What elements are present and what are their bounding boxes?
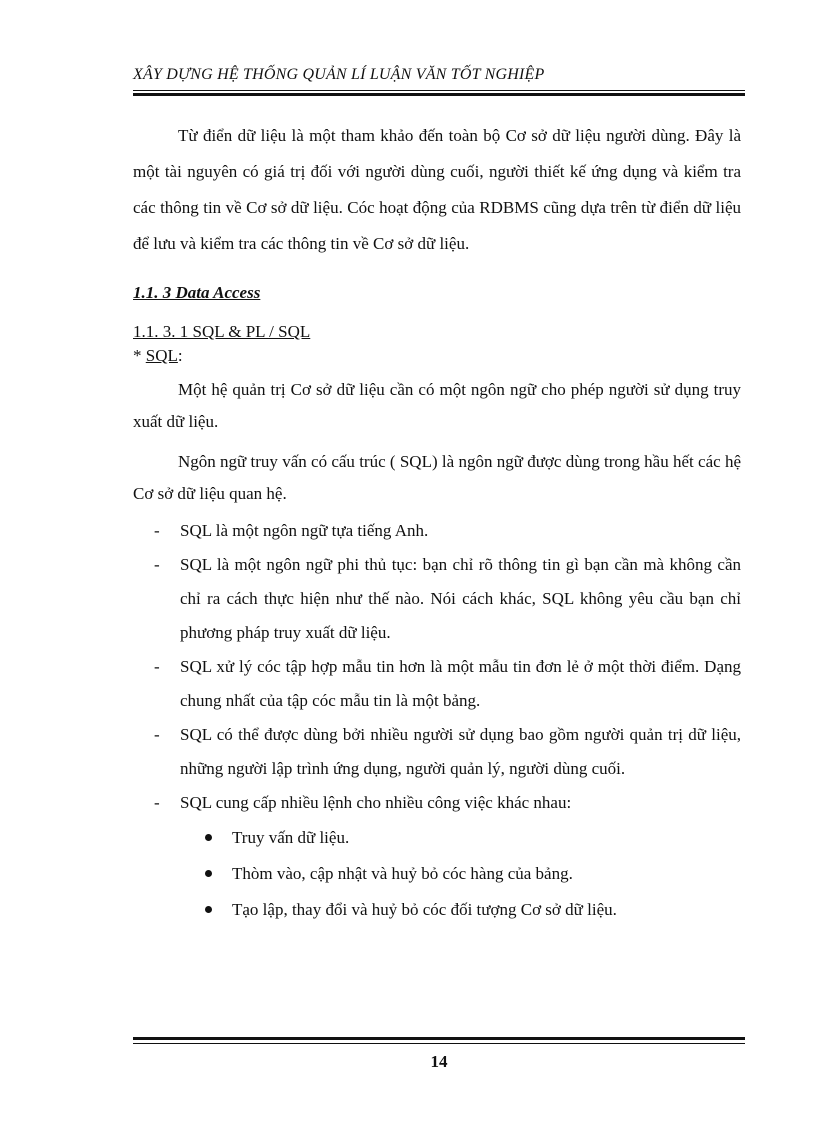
sql-label-line <box>133 344 741 368</box>
dash-marker: - <box>154 521 160 540</box>
star-prefix: * <box>133 346 146 365</box>
list-item-text: SQL là một ngôn ngữ tựa tiếng Anh. <box>180 521 429 540</box>
dash-marker: - <box>154 657 160 676</box>
list-item-text: SQL có thể được dùng bởi nhiều người sử dụng bao gồm người quản trị dữ liệu, những người lập trình ứng dụng, người quản lý, người dùng cuối. <box>180 725 741 778</box>
dash-marker: - <box>154 555 160 574</box>
list-item <box>133 718 741 786</box>
bullet-item <box>133 892 741 928</box>
list-item <box>133 548 741 650</box>
list-item <box>133 514 741 548</box>
bullet-dot-icon <box>205 834 212 841</box>
bullet-item-text: Tạo lập, thay đổi và huỷ bỏ cóc đối tượng Cơ sở dữ liệu. <box>232 900 617 919</box>
bullet-item <box>133 820 741 856</box>
header-rule-thick <box>133 93 745 96</box>
footer-rule-thick <box>133 1037 745 1040</box>
list-item-text: SQL xử lý cóc tập hợp mẫu tin hơn là một mẫu tin đơn lẻ ở một thời điểm. Dạng chung nhất của tập cóc mẫu tin là một bảng. <box>180 657 741 710</box>
list-item <box>133 786 741 820</box>
header-rule-thin <box>133 90 745 91</box>
bullet-item-text: Truy vấn dữ liệu. <box>232 828 350 847</box>
section-heading: 1.1. 3 Data Access <box>133 283 261 302</box>
page-content <box>133 118 741 928</box>
list-item <box>133 650 741 718</box>
dash-list <box>133 514 741 820</box>
star-suffix: : <box>177 346 183 365</box>
dash-marker: - <box>154 725 160 744</box>
bullet-dot-icon <box>205 906 212 913</box>
paragraph-sql-definition: Ngôn ngữ truy vấn có cấu trúc ( SQL) là ngôn ngữ được dùng trong hầu hết các hệ Cơ sở dữ liệu quan hệ. <box>133 452 741 503</box>
subsection-heading: 1.1. 3. 1 SQL & PL / SQL <box>133 322 311 341</box>
page-number: 14 <box>430 1052 448 1071</box>
sql-label: SQL <box>145 346 178 365</box>
list-item-text: SQL cung cấp nhiều lệnh cho nhiều công việc khác nhau: <box>180 793 572 812</box>
running-header-title: XÂY DỰNG HỆ THỐNG QUẢN LÍ LUẬN VĂN TỐT NGHIỆP <box>133 66 545 83</box>
bullet-list <box>133 820 741 928</box>
bullet-dot-icon <box>205 870 212 877</box>
intro-paragraph: Từ điển dữ liệu là một tham khảo đến toàn bộ Cơ sở dữ liệu người dùng. Đây là một tài nguyên có giá trị đối với người dùng cuối, người thiết kế ứng dụng và kiểm tra các thông tin về Cơ sở dữ liệu. Cóc hoạt động của RDBMS cũng dựa trên từ điển dữ liệu để lưu và kiểm tra các thông tin về Cơ sở dữ liệu. <box>133 126 741 253</box>
footer-rule-thin <box>133 1043 745 1044</box>
list-item-text: SQL là một ngôn ngữ phi thủ tục: bạn chỉ rõ thông tin gì bạn cần mà không cần chỉ ra cách thực hiện như thế nào. Nói cách khác, SQL không yêu cầu bạn chỉ phương pháp truy xuất dữ liệu. <box>180 555 741 642</box>
paragraph-query-language: Một hệ quản trị Cơ sở dữ liệu cần có một ngôn ngữ cho phép người sử dụng truy xuất dữ liệu. <box>133 380 741 431</box>
bullet-item-text: Thòm vào, cập nhật và huỷ bỏ cóc hàng của bảng. <box>232 864 573 883</box>
bullet-item <box>133 856 741 892</box>
dash-marker: - <box>154 793 160 812</box>
